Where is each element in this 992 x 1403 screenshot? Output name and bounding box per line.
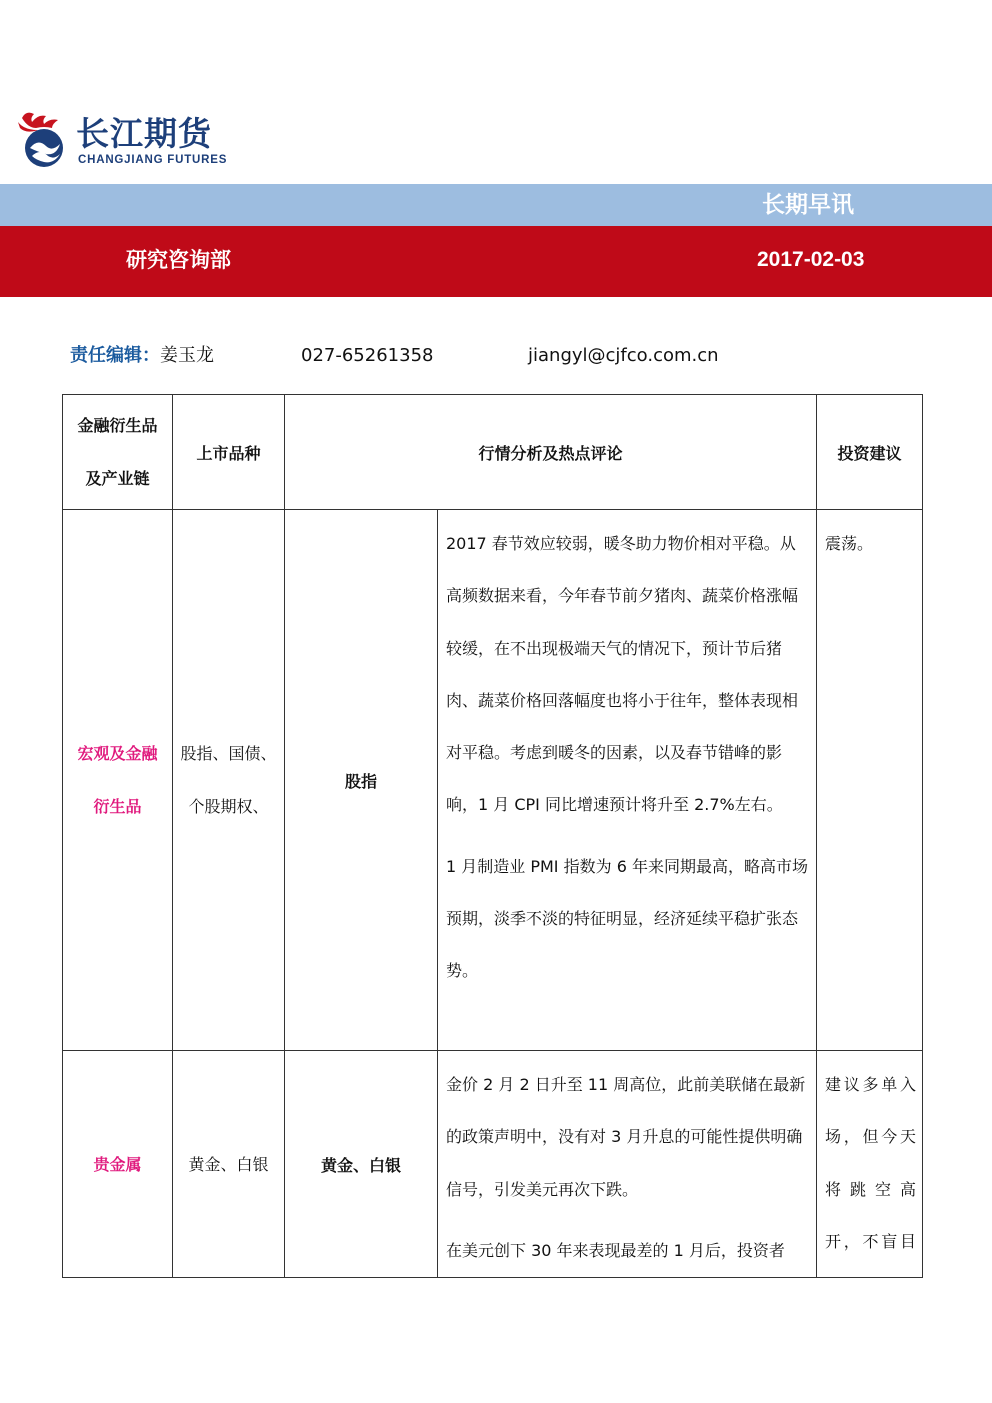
header-varieties: 上市品种 [173, 395, 285, 510]
market-commentary-table [62, 394, 923, 1278]
varieties-line2: 个股期权、 [188, 797, 269, 816]
editor-line [70, 341, 214, 371]
advice-cell: 建议多单入场，但今天将跳空高开，不盲目 [817, 1051, 923, 1278]
company-logo [16, 108, 256, 174]
varieties-cell: 黄金、白银 [173, 1051, 285, 1278]
analysis-paragraph: 金价 2 月 2 日升至 11 周高位，此前美联储在最新的政策声明中，没有对 3 月升息的可能性提供明确信号，引发美元再次下跌。 [446, 1075, 806, 1199]
section-category: 贵金属 [63, 1051, 173, 1278]
department-band [0, 226, 992, 297]
editor-name: 姜玉龙 [160, 345, 214, 366]
section-category-line1: 宏观及金融 [77, 744, 158, 763]
varieties-line1: 股指、国债、 [180, 744, 277, 763]
editor-email: jiangyl@cjfco.com.cn [528, 345, 719, 366]
logo-emblem-icon [16, 108, 74, 170]
header-category [63, 395, 173, 510]
section-category-line2: 衍生品 [93, 797, 142, 816]
analysis-paragraph: 在美元创下 30 年来表现最差的 1 月后，投资者 [446, 1240, 785, 1260]
section-category [63, 510, 173, 1051]
analysis-cell [438, 510, 817, 1051]
varieties-cell [173, 510, 285, 1051]
editor-phone: 027-65261358 [301, 345, 434, 366]
report-title: 长期早讯 [762, 192, 854, 218]
report-date: 2017-02-03 [757, 248, 865, 271]
analysis-paragraph: 1 月制造业 PMI 指数为 6 年来同期最高，略高市场预期，淡季不淡的特征明显，经济延续平稳扩张态势。 [446, 856, 808, 981]
header-category-line2: 及产业链 [85, 469, 150, 488]
analysis-cell [438, 1051, 817, 1278]
title-band [0, 184, 992, 226]
header-analysis: 行情分析及热点评论 [285, 395, 817, 510]
sub-variety: 股指 [285, 510, 438, 1051]
analysis-paragraph: 2017 春节效应较弱，暖冬助力物价相对平稳。从高频数据来看，今年春节前夕猪肉、蔬菜价格涨幅较缓，在不出现极端天气的情况下，预计节后猪肉、蔬菜价格回落幅度也将小于往年，整体表现相对平稳。考虑到暖冬的因素，以及春节错峰的影响，1 月 CPI 同比增速预计将升至 2.7%左右。 [446, 534, 799, 815]
table-row [63, 510, 923, 1051]
table-row [63, 1051, 923, 1278]
editor-label: 责任编辑： [70, 345, 160, 366]
header-category-line1: 金融衍生品 [77, 416, 158, 435]
department-name: 研究咨询部 [126, 248, 231, 272]
table-header-row [63, 395, 923, 510]
advice-cell: 震荡。 [817, 510, 923, 1051]
sub-variety: 黄金、白银 [285, 1051, 438, 1278]
logo-english-name: CHANGJIANG FUTURES [78, 154, 228, 166]
header-advice: 投资建议 [817, 395, 923, 510]
logo-chinese-name: 长江期货 [76, 114, 212, 153]
